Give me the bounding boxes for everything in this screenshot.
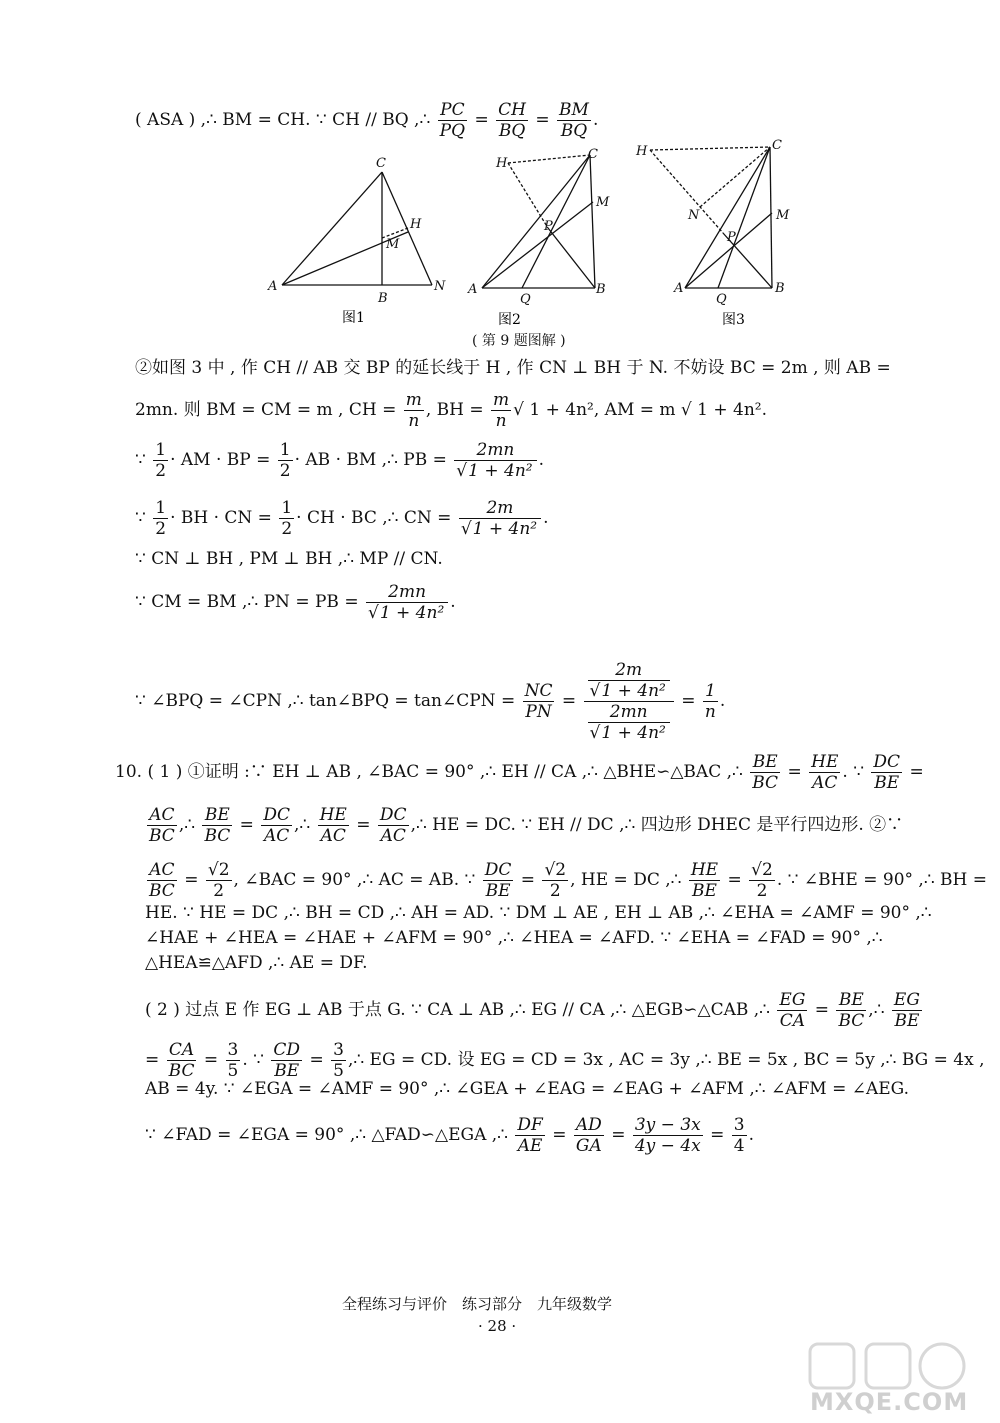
p2-line5: ∵ CN ⊥ BH , PM ⊥ BH ,∴ MP // CN. [135,549,443,569]
page-number: · 28 · [478,1317,517,1335]
fig1-caption: 图1 [342,310,365,326]
fig2-label-m: M [596,195,610,210]
fig1-label-n: N [434,279,446,294]
q10-line1: 10. ( 1 ) ①证明 :∵ EH ⊥ AB , ∠BAC = 90° ,∴ EH // CA ,∴ △BHE∽△BAC ,∴ $\frac{BE}{BC}$ = $\frac{HE}{AC}$ . ∵ $\frac{DC}{BE}$ = [115,752,924,793]
fig1-label-c: C [376,156,386,171]
p2-line1: ②如图 3 中 , 作 CH // AB 交 BP 的延长线于 H , 作 CN ⊥ BH 于 N. 不妨设 BC = 2m , 则 AB = [135,358,891,378]
fig3-label-m: M [776,208,790,223]
line1-pre: ( ASA ) ,∴ BM = CH. ∵ CH // BQ ,∴ [135,110,431,130]
fig3-label-p: P [727,230,736,245]
p2-line6: ∵ CM = BM ,∴ PN = PB = $\frac{2mn}{\text{√1 + 4n²}}$ . [135,582,456,623]
fig2-label-h: H [496,156,508,171]
fig2-label-c: C [588,147,598,162]
fig3-label-h: H [636,144,648,159]
fig3-label-q: Q [716,292,727,307]
fig3-label-c: C [772,138,782,153]
fig2-label-q: Q [520,292,531,307]
watermark-text: MXQE.COM [810,1388,969,1416]
q10-line8: = $\frac{CA}{BC}$ = $\frac{3}{5}$ . ∵ $\frac{CD}{BE}$ = $\frac{3}{5}$ ,∴ EG = CD. 设 EG = CD = 3x , AC = 3y ,∴ BE = 5x , BC = 5y ,∴ BG = 4x , [145,1040,985,1081]
fig1-label-m: M [386,237,400,252]
watermark-logo [790,1340,990,1420]
fig1-label-h: H [410,217,422,232]
q10-line5: ∠HAE + ∠HEA = ∠HAE + ∠AFM = 90° ,∴ ∠HEA = ∠AFD. ∵ ∠EHA = ∠FAD = 90° ,∴ [145,928,883,948]
fig1-label-a: A [268,279,278,294]
fig3-label-b: B [775,281,785,296]
frac-bm-bq: $\frac{BM}{BQ}$ [559,100,589,141]
q10-line4: HE. ∵ HE = DC ,∴ BH = CD ,∴ AH = AD. ∵ DM ⊥ AE , EH ⊥ AB ,∴ ∠EHA = ∠AMF = 90° ,∴ [145,903,932,923]
line-asa: ( ASA ) ,∴ BM = CH. ∵ CH // BQ ,∴ $\frac{PC}{PQ}$ = $\frac{CH}{BQ}$ = $\frac{BM}{BQ}$ . [135,100,599,141]
fig3-caption: 图3 [722,312,745,328]
p2-line2: 2mn. 则 BM = CM = m , CH = $\frac{m}{n}$ , BH = $\frac{m}{n}$ √ 1 + 4n², AM = m √ 1 + 4n². [135,390,768,431]
q10-line2: $\frac{AC}{BC}$ ,∴ $\frac{BE}{BC}$ = $\frac{DC}{AC}$ ,∴ $\frac{HE}{AC}$ = $\frac{DC}{AC}$ ,∴ HE = DC. ∵ EH // DC ,∴ 四边形 DHEC 是平行四边形. ②∵ [149,805,904,846]
footer-title: 全程练习与评价 练习部分 九年级数学 [342,1295,613,1313]
fig3-label-a: A [674,281,684,296]
q10-line6: △HEA≌△AFD ,∴ AE = DF. [145,953,368,973]
figures-title: ( 第 9 题图解 ) [472,333,566,349]
fig3-label-n: N [688,208,700,223]
q10-line7: ( 2 ) 过点 E 作 EG ⊥ AB 于点 G. ∵ CA ⊥ AB ,∴ EG // CA ,∴ △EGB∽△CAB ,∴ $\frac{EG}{CA}$ = $\frac{BE}{BC}$ ,∴ $\frac{EG}{BE}$ [145,990,920,1031]
figure-2 [460,140,640,330]
p2-line3: ∵ $\frac{1}{2}$ · AM · BP = $\frac{1}{2}$ · AB · BM ,∴ PB = $\frac{2mn}{\text{√1 + 4n²}}$ . [135,440,544,481]
q10-line9: AB = 4y. ∵ ∠EGA = ∠AMF = 90° ,∴ ∠GEA + ∠EAG = ∠EAG + ∠AFM ,∴ ∠AFM = ∠AEG. [145,1079,910,1099]
fig1-label-b: B [378,291,388,306]
frac-pc-pq: $\frac{PC}{PQ}$ [439,100,466,141]
p2-line7: ∵ ∠BPQ = ∠CPN ,∴ tan∠BPQ = tan∠CPN = $\frac{NC}{PN}$ = $\frac{\frac{2m}{\text{√1 + 4n²}}}{\frac{2mn}{\text{√1 + 4n²}}}$ = $\frac{1}{n}$ . [135,660,726,743]
fig2-caption: 图2 [498,312,521,328]
frac-ch-bq: $\frac{CH}{BQ}$ [498,100,526,141]
fig2-label-a: A [468,282,478,297]
figure-3 [630,135,810,330]
q10-line10: ∵ ∠FAD = ∠EGA = 90° ,∴ △FAD∽△EGA ,∴ $\frac{DF}{AE}$ = $\frac{AD}{GA}$ = $\frac{3y - 3x}{4y - 4x}$ = $\frac{3}{4}$ . [145,1115,755,1156]
p2-line4: ∵ $\frac{1}{2}$ · BH · CN = $\frac{1}{2}$ · CH · BC ,∴ CN = $\frac{2m}{\text{√1 + 4n²}}$ . [135,498,549,539]
figure-1 [260,150,460,330]
fig2-label-b: B [596,282,606,297]
q10-line3: $\frac{AC}{BC}$ = $\frac{√2}{2}$ , ∠BAC = 90° ,∴ AC = AB. ∵ $\frac{DC}{BE}$ = $\frac{√2}{2}$ , HE = DC ,∴ $\frac{HE}{BE}$ = $\frac{√2}{2}$ . ∵ ∠BHE = 90° ,∴ BH = [149,860,988,901]
fig2-label-p: P [544,219,553,234]
